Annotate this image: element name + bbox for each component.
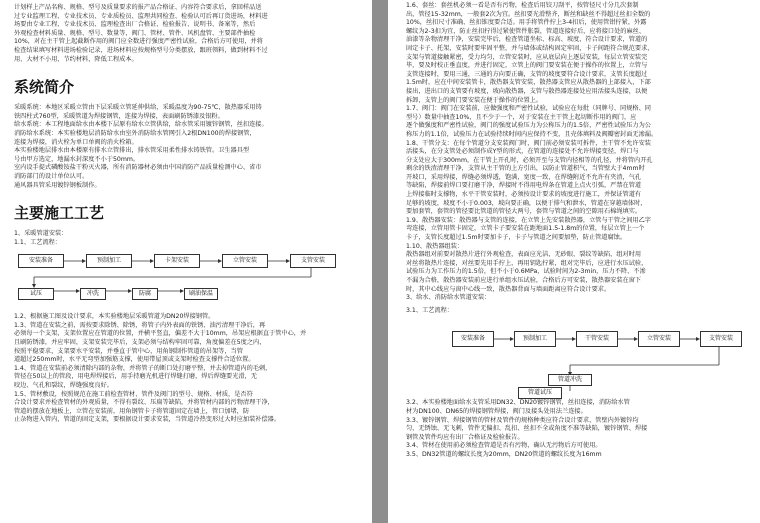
text-line: 足够的坡度，坡度不小于0.003，坡向要正确，以便于排气和泄水，管道在穿越墙体时，	[406, 199, 647, 207]
text-line: 等缺陷，焊接前焊口要打磨干净，焊接时不得用电焊条在管道上点火引弧，严禁在管道	[406, 182, 642, 190]
text-line: 必须每一个支架，支架位置应在管道的位置，并横平竖直，偏差不大于10mm，吊架应根据直于管中心，并	[14, 330, 307, 338]
water-step-flush: 管道冲洗	[548, 374, 592, 386]
water-flow-arrows	[406, 317, 750, 399]
text-line: 10%，对在主干管上起截断作用的阀门应全数进行强度严密性试验，合格后方可使用，并将	[14, 38, 263, 46]
text-line: 场要由专业工程、专业技术员、监理检查出厂合格证、检验报告、说明书、备案等，然后	[14, 21, 256, 29]
text-line: 对丝将散热片连接，对丝要先用手拧上，再用钥匙拧紧，组对完毕后，应进行水压试验，	[406, 259, 648, 267]
flow-step-flush: 冲洗	[80, 288, 106, 300]
text-line: 1.6、套丝：套丝机必须一看是否有污物，检查后用铰刀刮平，按管径尺寸分几次套制	[406, 2, 639, 9]
water-step-main-pipe: 干管安装	[576, 331, 618, 347]
text-line: 消防部门的设计单位认可。	[14, 172, 89, 180]
process-intro	[14, 230, 360, 247]
flow-step-bracket: 卡架安装	[154, 254, 200, 268]
document-page-left	[0, 0, 372, 523]
text-line: 支管连接时，要用三通，三通的方向要正确，支管的坡度要符合设计要求，支管长度超过	[406, 70, 648, 78]
text-line: 卡子，支管长度超过1.5m时要加卡子，卡子与管道之间要加垫，防止管道腐蚀。	[406, 234, 627, 242]
water-step-prefab: 预制加工	[514, 331, 556, 347]
text-line: 止杂物进入管内，管道的固定支架，要根据设计要求安装，当管道冷热变形过大时应加装补偿器。	[14, 416, 281, 424]
text-line: 外观检查材料质量、规格、型号、数量等，阀门、管材、管件、风机盘管、主要部件抽检	[14, 29, 256, 37]
text-line: 出，管径15-32mm，一般套2次为宜。丝扣要光滑整齐，断丝和缺丝不得超过丝扣全数的	[406, 10, 651, 18]
text-line: 分支处应大于300mm，在干管上开孔时，必须开至与支管内径相等的孔径，并将管内开孔	[406, 156, 653, 164]
text-line: 连接为焊接，消火栓为单口单阀的消火栓箱。	[14, 138, 138, 146]
text-line: 计划样上产品名称、规格、型号及质量要求的报产品合格证、内容符合要求后，拿回样品送	[14, 4, 262, 11]
text-line: 3.5、DN32管道的螺纹长度为20mm，DN20管道的螺纹长度为16mm	[406, 450, 602, 458]
water-step-prep: 安装准备	[452, 331, 494, 347]
text-line: 油漆等杂物清理干净，安装完毕后，检查管道坐标、标高、坡度，符合设计要求，管道的	[406, 36, 648, 44]
text-line: 10%，丝扣尺寸准确、丝扣锥度要合适。用手将管件拧上3-4扣后，使用管钳拧紧，外露	[406, 19, 647, 27]
text-line: 不漏为合格，散热器安装前应进行单组水压试验，合格后方可安装，散热器安装在窗下	[406, 277, 642, 284]
text-line: 3.2、本实验楼地面给水支管采用DN32、DN20镀锌钢管，丝扣连接，消防给水管	[406, 399, 630, 407]
text-line: 1.10、散热器组装：	[406, 242, 464, 250]
text-line: 时，其中心线应与窗中心线一致，散热器背面与墙面距离应符合设计要求。	[406, 285, 611, 293]
text-line: 按照平稳要求，支架要水平安装，并垂直于管中心，用角钢制作管道的吊架等，当管	[14, 347, 243, 355]
text-line: 材为DN100、DN65的焊接钢管焊接，阀门及接头处用法兰连接。	[406, 407, 587, 415]
text-line: 3.4、管材在使用前必须检查管道是否有污物，确认无污物后方可使用。	[406, 442, 602, 450]
text-line: 1.5、管材敷设，按照规范在施工前检查管材、管件及阀门的型号、规格、材质，是否符	[14, 390, 253, 398]
text-line: 试验压力为工作压力的1.5倍，但不小于0.6MPa，试验时间为2-3min，压力不降、不渗	[406, 268, 646, 276]
text-line: 逐个做强度和严密性试验，阀门的强度试验压力为公称压力的1.5倍，严密性试验压力为公	[406, 122, 651, 130]
text-line: 要加套管，套管的管径要比管道的管径大两号，套管与管道之间的空隙用石棉绳填实。	[406, 208, 642, 216]
text-line: 且刷防锈漆，并应牢固，支架安装完毕后，支架必须与结构牢固可靠，角度偏差在5度之内，	[14, 339, 266, 347]
text-line: 活接头，在分支管处必须制作成Y型的形式，在管道的连接处不允许焊接变径，焊口与	[406, 148, 639, 156]
right-bottom-paragraph	[406, 399, 750, 459]
text-line: 1.9、散热器安装：散热器与支管的连接，在立管上先安装散热器，立管与干管之间用乙字	[406, 216, 651, 224]
text-line: 弯连接，立管用管卡固定，立管卡子要安装在距地面1.5-1.8m的位置，每层立管上一个	[406, 225, 645, 233]
flow-step-insulation: 刷油保温	[184, 288, 218, 300]
water-step-branch: 支管安装	[700, 331, 742, 347]
heading-system-overview: 系统简介	[14, 78, 75, 97]
text-line: 1、采暖管道安装：	[14, 230, 68, 238]
flow-step-prep: 安装准备	[18, 254, 64, 268]
text-line: 1.8、干管分支：在每个管道分支安装阀门时，阀门前必须安装可拆件，主干管不允许安装	[406, 139, 651, 147]
text-line: 给水系统：本工程地面给水由本楼下层原有给水立管供给，给水管采用镀锌钢管，丝扣连接。	[14, 121, 268, 129]
text-line: 咬边、气孔和裂纹，焊缝强度良好。	[14, 382, 113, 390]
text-line: 开坡口，采用焊接，焊缝必须焊透，饱满，宽度一致，在焊缝附近不允许有夹渣，气孔	[406, 173, 642, 181]
water-step-pressure-test: 管道试压	[518, 387, 562, 399]
text-line: 支架与管道接触紧密，受力均匀，立管安装时，应从底层向上逐层安装，每层立管安装完	[406, 53, 648, 61]
text-line: 管径在50以上的管段，用电焊焊接后，用手持磨光机进行焊缝打磨，焊后焊缝要光滑，无	[14, 373, 257, 381]
text-line: 室内设手提式磷酸铵盐干粉灭火器，所有消防器材必须由中国消防产品质量检测中心、省市	[14, 164, 262, 172]
text-line: 采暖系统：本地区采暖立管由下层采暖立管延伸供给，采暖温度为90-75℃，散热器采用铸	[14, 104, 262, 112]
heating-flow-diagram	[14, 249, 360, 313]
text-line: 钢管及管件均应有出厂合格证及检验报告。	[406, 433, 524, 441]
intro-paragraph	[14, 4, 360, 64]
flow-step-riser: 立管安装	[222, 254, 268, 268]
system-paragraph	[14, 104, 360, 190]
text-line: 本实验楼地层排水由本楼原有排水立管排出，排水管采用柔性排水铸铁管。卫生器具型	[14, 147, 250, 155]
text-line: 1.7、阀门：阀门在安装前，应做强度和严密性试验，试验应在每批（同牌号、同规格、同	[406, 105, 651, 113]
text-line: 道超过250mm时，水平无弯型加强筋支撑，使用带屋顶或支架时检查支撑件合适位置。	[14, 356, 255, 364]
text-line: 1.2、根据施工图及设计要求，本实验楼地层采暖管道为DN20焊接钢管。	[14, 313, 215, 321]
right-top-paragraph	[406, 2, 750, 303]
text-line: 合设计要求并检查管材的外观质量，不得有裂纹、压扁等缺陷，并将管材内部的污物清理干净，	[14, 399, 274, 407]
document-page-right	[388, 0, 760, 523]
text-line: 号由甲方选定，地漏水封深度不小于50mm。	[14, 155, 140, 163]
text-line: 匀，无锈蚀、无飞刺，管件无偏扣、乱扣、丝扣不全或角度不准等缺陷，镀锌钢管、焊接	[406, 425, 648, 433]
flow-step-pressure-test: 试压	[18, 288, 54, 300]
text-line: 散热器组对前要对散热片进行外观检查，表面应光洁，无砂眼、裂纹等缺陷，组对时用	[406, 251, 642, 259]
text-line: 用、大材不小用，节约材料，降低工程成本。	[14, 55, 138, 63]
text-line: 毕，要及时校正垂直度，并进行固定，立管上的阀门要安装在便于操作的位置上，立管与	[406, 62, 648, 70]
text-line: 1.4、管道在安装前必须清除内部的杂物，并将管子的断口处打磨平整，并去掉管道内的毛刺，	[14, 364, 272, 372]
text-line: 检查结果填写材料进场检验记录，进场材料应按规格型号分类摆放，跟班领料，做到材料不过	[14, 46, 268, 54]
heading-construction-process: 主要施工工艺	[14, 204, 105, 223]
water-step-riser: 立管安装	[638, 331, 680, 347]
text-line: 消防给水系统：本实验楼地层消防给水由室外消防给水管网引入2根DN100的焊接钢管，	[14, 129, 256, 137]
text-line: 螺纹为2-3扣为宜，防止丝扣拧得过紧使管件胀裂，管道连接好后，应将接口处的麻丝、	[406, 27, 646, 35]
text-line: 3、给水、消防给水管道安装：	[406, 294, 491, 302]
text-line: 剩余的铁渣清理干净，支管从主干管的上方引出，以防止管道积气，当管壁大于4mm时	[406, 165, 645, 173]
text-line: 固定卡子、托架，安装时要牢固平整，并与墙体或结构固定牢固，卡子间距符合规范要求，	[406, 44, 654, 52]
flow-step-anticorrosion: 防腐	[132, 288, 158, 300]
text-line: 上焊接临时支撑物，水平干管安装时，必须按设计要求的坡度进行施工，并保证管道有	[406, 191, 642, 199]
text-line: 3.3、镀锌钢管、焊接钢管的管材及管件的规格种类应符合设计要求，管壁内外镀锌均	[406, 416, 639, 424]
text-line: 铁四柱式760型，采暖管道为焊接钢管，连接为焊接，表面刷防锈漆及银粉。	[14, 112, 224, 120]
text-line: 型号）数量中抽查10%，且不少于一个，对于安装在主干管上起切断作用的阀门，应	[406, 113, 637, 121]
text-line: 1.1、工艺流程：	[14, 238, 61, 246]
text-line: 拆卸，支管上的阀门要安装在便于操作的位置上。	[406, 96, 543, 104]
water-supply-flow-diagram	[406, 317, 750, 399]
water-flow-label: 3.1、工艺流程：	[406, 306, 453, 314]
text-line: 通风器具管采用镀锌钢板制作。	[14, 181, 101, 189]
process-paragraph	[14, 313, 360, 425]
text-line: 过专业监理工程、专业技术员、专业质检员、监理共同检查、检验认可后再订货进场，材料进	[14, 12, 268, 20]
text-line: 接出，进出口的支管要有坡度，坡向散热器，支管与散热器连接处应用活接头连接，以便	[406, 87, 648, 95]
text-line: 管道的摆放在地板上，立管在安装前，用角钢管卡子将管道固定在墙上，管口加堵，防	[14, 407, 250, 415]
text-line: 1.3、管道在安装之前，需按要求除锈、除锈，将管子内外表面的铁锈、油污清理干净后，再	[14, 321, 266, 329]
text-line: 1.5m时，应在中间安装管卡，散热器支管安装，散热器支管应从散热器的上部接入，下部	[406, 79, 651, 87]
flow-step-branch: 支管安装	[290, 254, 336, 268]
text-line: 称压力的1.1倍，试验压力在试验持续时间内应保持不变，且壳体填料及阀瓣密封面无渗漏。	[406, 130, 658, 138]
flow-step-prefab: 预制加工	[86, 254, 132, 268]
